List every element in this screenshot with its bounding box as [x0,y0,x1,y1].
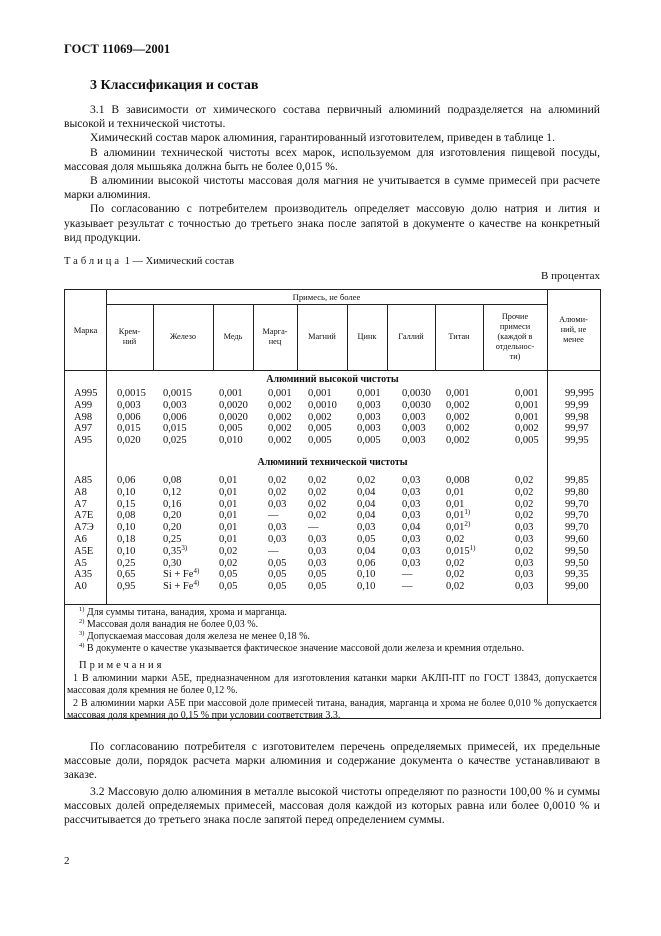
table-cell: 0,002 [268,423,292,435]
header-col-text: Магний [308,332,336,341]
table-cell: А5 [74,557,87,569]
table-cell: 0,18 [117,534,136,545]
intro-paragraphs [64,103,600,245]
table-cell: 0,010 [219,435,243,447]
footnote [79,643,524,655]
header-col-text: Цинк [357,332,377,341]
table-cell: 0,06 [357,557,376,569]
group-title-tech: Алюминий технической чистоты [257,457,408,468]
table-cell: 0,05 [268,581,287,593]
table-cell: 0,10 [117,522,136,534]
table-cell: 0,005 [219,423,243,435]
header-col-text: Титан [448,332,470,341]
table-cell: 0,02 [446,581,465,593]
table-cell: 0,002 [308,411,332,423]
table-row [65,534,600,546]
document-header: ГОСТ 11069—2001 [64,42,171,56]
footnote-ref: 4) [193,579,200,588]
table-cell: 0,002 [268,399,292,411]
header-col [347,304,387,370]
table-cell: $Si + Fe^{4)}$ [163,579,200,593]
table-cell: 0,03 [515,557,534,569]
page-number: 2 [64,855,70,867]
table-cell: 0,015 [117,423,141,435]
table-cell: 0,12 [163,486,182,498]
table-cell: 0,0030 [402,399,431,411]
table-cell: 0,01 [446,498,465,510]
table-cell: 0,005 [308,435,332,447]
table-cell: 0,02 [446,557,465,569]
header-col-text: Медь [223,332,243,341]
footnote-text: Массовая доля ванадия не более 0,03 %. [86,619,259,630]
table-cell: 0,03 [402,545,421,557]
header-aluminium-text: Алюми- ний, не менее [559,315,588,344]
table-row [65,487,600,499]
header-col [435,304,483,370]
table-cell: 0,03 [402,510,421,522]
table-cell: А7Е [74,510,94,522]
table-cell: А7 [74,498,87,510]
table-cell: 0,0030 [402,388,431,399]
table-cell: 0,003 [163,399,187,411]
table-cell: 0,002 [446,411,470,423]
table-cell: 0,03 [515,534,534,545]
table-cell: 0,0020 [219,411,248,423]
table-cell: 0,65 [117,569,136,581]
table-cell: 0,002 [268,411,292,423]
table-cell: 0,02 [308,498,327,510]
table-cell: 0,006 [117,411,141,423]
composition-table [64,289,601,722]
table-cell: 0,08 [163,475,182,486]
table-cell: — [402,569,413,581]
table-cell: 0,02 [446,569,465,581]
table-cell: 0,005 [308,423,332,435]
table-cell: 0,020 [117,435,141,447]
table-cell: 0,02 [357,475,376,486]
table-cell: 0,03 [308,534,327,545]
footnote [79,619,258,631]
table-cell: 0,06 [117,475,136,486]
header-mark-text: Марка [73,325,98,335]
table-row [65,581,600,593]
table-cell: 0,02 [268,475,287,486]
table-row [65,435,600,447]
table-cell: 0,0010 [308,399,337,411]
table-cell: 0,006 [163,411,187,423]
table-row [65,569,600,581]
table-cell: 0,03 [515,581,534,593]
table-cell: А8 [74,486,87,498]
table-cell: 0,05 [219,569,238,581]
table-cell: 99,99 [565,399,589,411]
table-cell: 0,008 [446,475,470,486]
table-cell: 99,97 [565,423,589,435]
note: 1 В алюминии марки А5Е, предназначенном для изготовления катанки марки АКЛП-ПТ по ГОСТ 13843, допускается массовая доля кремния не более 0,12 %. [67,673,597,697]
table-cell: А7Э [74,522,94,534]
table-cell: 0,01 [219,522,238,534]
table-cell: 99,70 [565,522,589,534]
table-cell: 0,03 [308,557,327,569]
table-cell: 99,70 [565,510,589,522]
table-cell: 0,05 [268,569,287,581]
header-mark [65,290,106,370]
table-cell: А6 [74,534,87,545]
table-cell: 0,03 [268,498,287,510]
table-cell: 0,02 [515,486,534,498]
header-col [297,304,347,370]
table-cell: 0,01 [219,534,238,545]
table-cell: 0,02 [219,557,238,569]
table-cell: 0,01 [219,498,238,510]
table-cell: 0,002 [446,435,470,447]
footnote-ref: 4) [193,567,200,576]
table-cell: 0,005 [357,435,381,447]
table-body-bottom-line [65,604,600,605]
table-cell: 0,03 [308,545,327,557]
table-cell: 0,01 [219,510,238,522]
table-cell: 0,025 [163,435,187,447]
table-cell: 0,003 [402,423,426,435]
table-row [65,558,600,570]
table-cell: 99,995 [565,388,594,399]
footnote-ref: 2) [464,520,471,529]
table-cell: 0,001 [515,388,539,399]
table-cell: 0,001 [515,399,539,411]
header-bottom-line [65,370,600,371]
table-cell: 99,85 [565,475,589,486]
paragraph: В алюминии технической чистоты всех марок, используемом для изготовления пищевой посуды, массовая доля мышьяка должна быть не более 0,015 %. [64,145,600,173]
table-cell: А85 [74,475,93,486]
table-cell: 99,50 [565,545,589,557]
table-cell: 0,01$^{1)}$ [446,508,471,522]
footnote-text: В документе о качестве указывается фактическое значение массовой доли железа и кремния отдельно. [86,643,525,654]
header-col-text: Железо [170,332,196,341]
table-cell: — [402,581,413,593]
table-cell: 0,0015 [117,388,146,399]
table-cell: 0,05 [308,581,327,593]
paragraph: По согласованию потребителя с изготовителем перечень определяемых примесей, их предельные массовые доли, порядок расчета марки алюминия и содержание документа о качестве устанавливают в заказе. [64,740,600,782]
header-col [213,304,253,370]
group-title-high: Алюминий высокой чистоты [266,374,399,385]
table-row [65,423,600,435]
table-cell: — [268,510,279,522]
header-col-text: Галлий [398,332,424,341]
table-cell: 0,02 [308,510,327,522]
table-cell: 0,95 [117,581,136,593]
table-cell: 0,08 [117,510,136,522]
table-cell: А99 [74,399,93,411]
table-cell: 0,03 [268,534,287,545]
table-cell: 99,60 [565,534,589,545]
table-cell: 0,003 [402,435,426,447]
table-cell: 0,10 [117,545,136,557]
footnote [79,631,310,643]
table-cell: 0,002 [268,435,292,447]
table-cell: 99,80 [565,486,589,498]
header-col-text: Крем- ний [118,327,141,346]
table-cell: 0,003 [402,411,426,423]
table-cell: 0,04 [357,510,376,522]
table-cell: — [268,545,279,557]
table-cell: А35 [74,569,93,581]
table-cell: 0,04 [402,522,421,534]
table-cell: 0,25 [163,534,182,545]
header-col-text: Марга- нец [262,327,288,346]
paragraph: 3.1 В зависимости от химического состава первичный алюминий подразделяется на алюминий высокой и технической чистоты. [64,103,600,131]
table-row [65,388,600,400]
table-units: В процентах [541,270,600,282]
table-cell: 0,05 [219,581,238,593]
table-cell: 0,01 [219,486,238,498]
table-cell: А5Е [74,545,94,557]
table-cell: 0,02 [219,545,238,557]
paragraph: По согласованию с потребителем производитель определяет массовую долю натрия и лития и указывает результат с точностью до третьего знака после запятой в документе о качестве на конкретный вид продукции. [64,202,600,244]
table-cell: 0,02 [515,475,534,486]
notes-title: Примечания [79,660,165,671]
footnote-mark: 1) [79,606,85,613]
table-cell: А97 [74,423,93,435]
table-cell: А995 [74,388,98,399]
header-col [483,304,547,370]
table-cell: 99,35 [565,569,589,581]
table-cell: 0,02 [515,545,534,557]
table-cell: 0,01 [446,486,465,498]
header-impurity-text: Примесь, не более [292,292,361,302]
table-row [65,510,600,522]
table-cell: 0,04 [357,486,376,498]
footnote-mark: 4) [79,642,85,649]
table-cell: 0,03 [402,557,421,569]
table-cell: 0,001 [268,388,292,399]
table-cell: 0,20 [163,510,182,522]
header-col-text: Прочие примеси (каждой в отдельнос- ти) [495,312,535,361]
table-cell: 0,003 [357,399,381,411]
table-cell: 0,02 [268,486,287,498]
table-cell: 0,002 [446,399,470,411]
table-cell: 0,03 [402,498,421,510]
table-cell: 0,03 [402,486,421,498]
table-cell: 0,003 [357,423,381,435]
table-cell: 0,25 [117,557,136,569]
table-cell: 0,02 [308,475,327,486]
table-row [65,475,600,487]
table-cell: 99,50 [565,557,589,569]
table-cell: 0,30 [163,557,182,569]
table-row [65,522,600,534]
table-cell: 0,03 [515,522,534,534]
footnote-ref: 1) [464,508,471,517]
table-cell: 99,98 [565,411,589,423]
table-caption-word: Таблица [64,256,123,267]
table-cell: 0,05 [308,569,327,581]
table-cell: 0,04 [357,498,376,510]
paragraph: В алюминии высокой чистоты массовая доля магния не учитывается в сумме примесей при расчете марки алюминия. [64,174,600,202]
paragraph: Химический состав марок алюминия, гарантированный изготовителем, приведен в таблице 1. [90,131,555,145]
header-col [153,304,213,370]
table-cell: 0,01$^{2)}$ [446,520,471,534]
table-cell: 0,015$^{1)}$ [446,543,476,557]
table-cell: 0,10 [357,581,376,593]
table-cell: 99,70 [565,498,589,510]
table-cell: 0,001 [446,388,470,399]
table-cell: 0,003 [117,399,141,411]
footnote-mark: 3) [79,630,85,637]
table-cell: 0,03 [268,522,287,534]
table-cell: 99,95 [565,435,589,447]
footnote-text: Допускаемая массовая доля железа не менее 0,18 %. [86,631,310,642]
footnote-mark: 2) [79,618,85,625]
table-cell: 0,35$^{3)}$ [163,543,188,557]
table-cell: 0,10 [117,486,136,498]
footnote-ref: 1) [469,543,476,552]
table-cell: 0,05 [268,557,287,569]
section-title: 3 Классификация и состав [90,78,259,93]
note: 2 В алюминии марки А5Е при массовой доле примесей титана, ванадия, марганца и хрома не более 0,010 % допускается массовая доля кремния до 0,15 % при условии соответствия 3.3. [67,698,597,722]
table-cell: 0,003 [357,411,381,423]
table-cell: $Si + Fe^{4)}$ [163,567,200,581]
table-cell: 0,03 [402,534,421,545]
table-row [65,499,600,511]
closing-paragraphs [64,740,600,827]
footnote [79,607,287,619]
table-caption [64,256,234,267]
header-aluminium [547,290,600,370]
footnote-text: Для суммы титана, ванадия, хрома и марганца. [86,607,287,618]
table-cell: 0,015 [163,423,187,435]
table-cell: 0,02 [515,510,534,522]
table-cell: 0,05 [357,534,376,545]
table-cell: 0,03 [402,475,421,486]
table-cell: 0,10 [357,569,376,581]
table-row [65,412,600,424]
table-cell: 99,00 [565,581,589,593]
table-cell: 0,001 [357,388,381,399]
table-cell: 0,001 [308,388,332,399]
header-col [253,304,297,370]
table-cell: 0,0020 [219,399,248,411]
footnote-ref: 3) [181,543,188,552]
table-cell: 0,04 [357,545,376,557]
header-col [387,304,435,370]
table-cell: 0,0015 [163,388,192,399]
table-cell: 0,02 [515,498,534,510]
table-cell: 0,001 [515,411,539,423]
table-cell: 0,002 [515,423,539,435]
table-cell: 0,01 [219,475,238,486]
table-row [65,400,600,412]
table-cell: 0,16 [163,498,182,510]
paragraph: 3.2 Массовую долю алюминия в металле высокой чистоты определяют по разности 100,00 % и суммы массовых долей определяемых примесей, массовая доля каждой из которых равна или более 0,0010 % и рассчитывается до третьего знака после запятой перед определением суммы. [64,784,600,827]
table-row [65,543,600,558]
table-cell: 0,02 [446,534,465,545]
table-cell: 0,001 [219,388,243,399]
table-cell: 0,03 [357,522,376,534]
header-col [106,304,153,370]
table-cell: 0,20 [163,522,182,534]
table-cell: — [308,522,319,534]
header-impurity-group [106,290,547,304]
table-cell: 0,002 [446,423,470,435]
table-cell: 0,005 [515,435,539,447]
table-cell: А98 [74,411,93,423]
table-cell: 0,15 [117,498,136,510]
table-caption-text: 1 — Химический состав [122,256,235,267]
table-cell: А95 [74,435,93,447]
table-cell: 0,03 [515,569,534,581]
table-cell: 0,02 [308,486,327,498]
table-cell: А0 [74,581,87,593]
